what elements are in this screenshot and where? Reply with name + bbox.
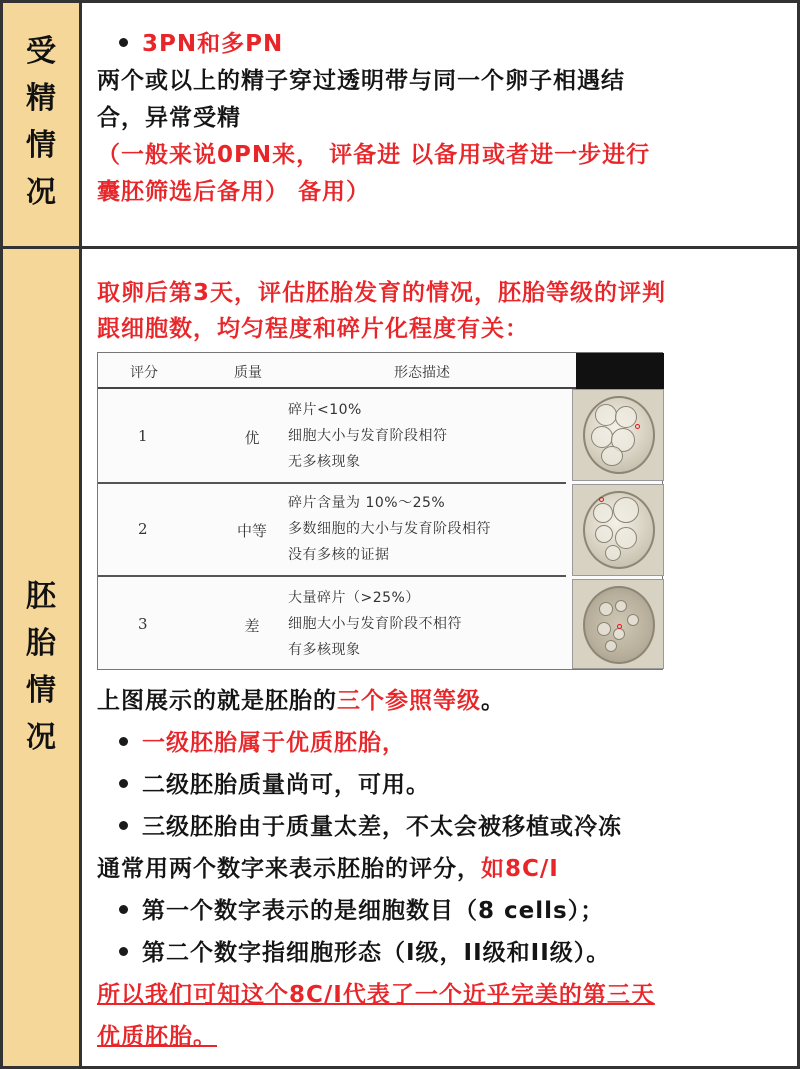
summary-text: 上图展示的就是胚胎的 — [97, 688, 337, 714]
header-quality: 质量 — [234, 365, 262, 381]
label-char: 情 — [26, 128, 56, 163]
bullet-line — [97, 764, 782, 806]
header-description: 形态描述 — [394, 365, 450, 381]
label-fertilization — [0, 28, 82, 216]
desc-line: 有多核现象 — [288, 642, 361, 658]
desc-line: 碎片含量为 10%～25% — [288, 495, 446, 511]
row-score: 3 — [138, 615, 148, 633]
desc-line: 细胞大小与发育阶段相符 — [288, 428, 448, 444]
row-quality: 优 — [244, 429, 260, 447]
rating-line — [97, 848, 782, 890]
desc-line: 没有多核的证据 — [288, 547, 390, 563]
table-row — [98, 577, 664, 671]
label-char: 受 — [26, 34, 56, 69]
fragment — [613, 628, 625, 640]
label-char: 精 — [26, 81, 56, 116]
fertilization-content — [97, 26, 782, 211]
marker-dot — [599, 497, 604, 502]
table-row — [98, 389, 664, 483]
bullet-grade1: 一级胚胎属于优质胚胎， — [142, 730, 406, 756]
grading-table — [97, 352, 663, 670]
bullet-line — [97, 932, 782, 974]
desc-line: 大量碎片（>25%） — [288, 590, 420, 606]
desc-line: 细胞大小与发育阶段不相符 — [288, 616, 462, 632]
blastomere — [615, 406, 637, 428]
blastomere — [591, 426, 613, 448]
marker-dot — [635, 424, 640, 429]
blastomere — [615, 527, 637, 549]
bullet-dot — [119, 38, 128, 47]
summary-end: 。 — [481, 688, 505, 714]
row-score: 1 — [138, 427, 148, 445]
row-description — [288, 585, 462, 663]
conclusion-line: 优质胚胎。 — [97, 1024, 217, 1050]
embryo-intro — [97, 275, 782, 347]
marker-dot — [617, 624, 622, 629]
embryo-image-grade2 — [572, 484, 664, 576]
conclusion-line: 所以我们可知这个8C/I代表了一个近乎完美的第三天 — [97, 982, 655, 1008]
bullet-line — [97, 722, 782, 764]
rating-example: 如8C/I — [481, 856, 559, 882]
fragment — [605, 640, 617, 652]
fragment — [627, 614, 639, 626]
bullet-dot — [119, 905, 128, 914]
label-embryo — [0, 573, 82, 761]
label-char: 况 — [26, 720, 56, 755]
bullet-dot — [119, 737, 128, 746]
intro-line: 跟细胞数，均匀程度和碎片化程度有关： — [97, 316, 529, 342]
fragment — [615, 600, 627, 612]
summary-highlight: 三个参照等级 — [337, 688, 481, 714]
fragment — [599, 602, 613, 616]
text-line: 合，异常受精 — [97, 105, 241, 131]
blastomere — [595, 525, 613, 543]
row-quality: 差 — [244, 617, 260, 635]
bullet-grade2: 二级胚胎质量尚可，可用。 — [142, 772, 430, 798]
bullet-first-number: 第一个数字表示的是细胞数目（8 cells）； — [142, 898, 605, 924]
blastomere — [595, 404, 617, 426]
row-description — [288, 490, 491, 568]
bullet-second-number: 第二个数字指细胞形态（I级，II级和II级）。 — [142, 940, 611, 966]
label-char: 况 — [26, 175, 56, 210]
embryo-image-grade1 — [572, 389, 664, 481]
bullet-line — [97, 806, 782, 848]
fragment — [597, 622, 611, 636]
blastomere — [601, 446, 623, 466]
bullet-dot — [119, 947, 128, 956]
embryo-image-grade3 — [572, 579, 664, 669]
blastomere — [593, 503, 613, 523]
blastomere — [605, 545, 621, 561]
desc-line: 碎片<10% — [288, 402, 362, 418]
row-score: 2 — [138, 520, 148, 538]
desc-line: 无多核现象 — [288, 454, 361, 470]
bullet-grade3: 三级胚胎由于质量太差，不太会被移植或冷冻 — [142, 814, 622, 840]
header-score: 评分 — [130, 365, 158, 381]
label-char: 胚 — [26, 579, 56, 614]
note-line: （一般来说0PN来， 评备进 以备用或者进一步进行 — [97, 142, 651, 168]
text-line: 两个或以上的精子穿过透明带与同一个卵子相遇结 — [97, 68, 625, 94]
image-header-cell — [576, 353, 664, 389]
bullet-line — [97, 26, 782, 63]
row-description — [288, 397, 448, 475]
label-char: 情 — [26, 673, 56, 708]
bullet-dot — [119, 821, 128, 830]
embryo-explanation — [97, 680, 782, 1058]
bullet-line — [97, 890, 782, 932]
row-quality: 中等 — [236, 522, 267, 540]
bullet-dot — [119, 779, 128, 788]
note-line: 囊胚筛选后备用） 备用） — [97, 179, 371, 205]
table-row — [98, 484, 664, 576]
rating-text: 通常用两个数字来表示胚胎的评分， — [97, 856, 481, 882]
blastomere — [613, 497, 639, 523]
desc-line: 多数细胞的大小与发育阶段相符 — [288, 521, 491, 537]
bullet-3pn: 3PN和多PN — [142, 31, 284, 57]
summary-line — [97, 680, 782, 722]
label-char: 胎 — [26, 626, 56, 661]
intro-line: 取卵后第3天，评估胚胎发育的情况，胚胎等级的评判 — [97, 280, 667, 306]
